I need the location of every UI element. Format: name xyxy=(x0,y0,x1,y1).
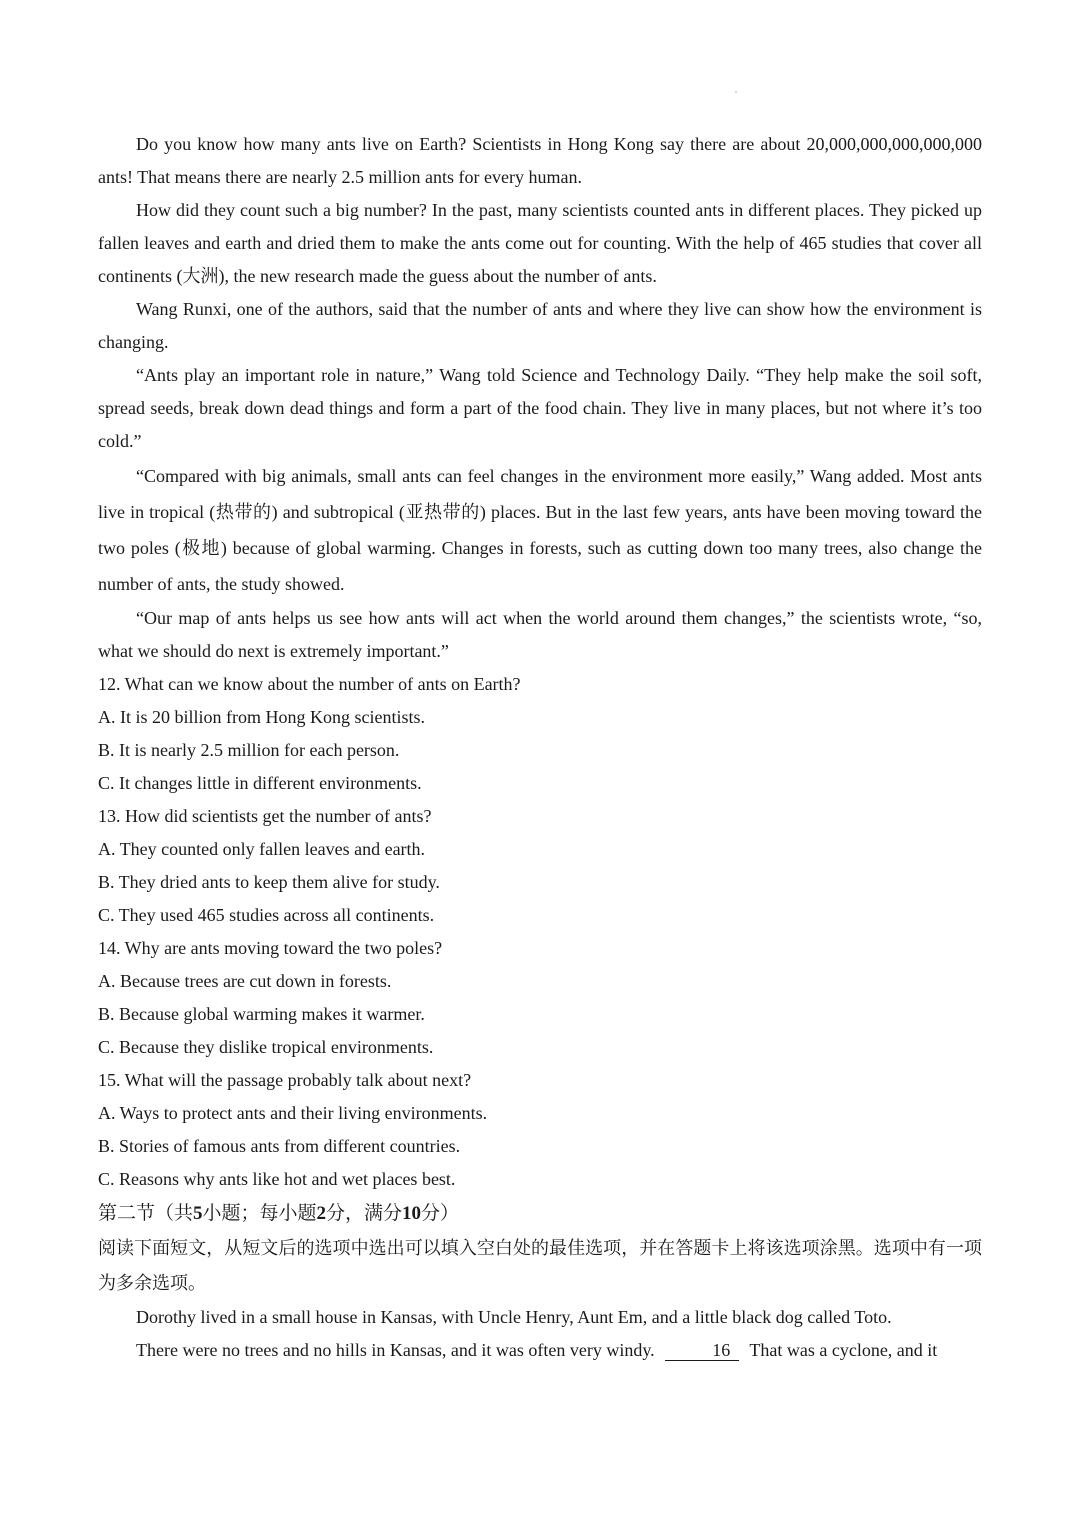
title-text: 分） xyxy=(421,1203,460,1224)
option-a: A. They counted only fallen leaves and earth. xyxy=(98,839,426,859)
cloze-line-1: Dorothy lived in a small house in Kansas, with Uncle Henry, Aunt Em, and a little black dog called Toto. xyxy=(136,1307,892,1327)
question-stem: 13. How did scientists get the number of ants? xyxy=(98,806,432,826)
option-c: C. They used 465 studies across all continents. xyxy=(98,905,435,925)
option-c: C. It changes little in different environments. xyxy=(98,773,422,793)
question-13 xyxy=(98,800,982,932)
question-list xyxy=(98,668,982,1196)
question-stem: 15. What will the passage probably talk about next? xyxy=(98,1070,472,1090)
passage-paragraph-4: “Ants play an important role in nature,” Wang told Science and Technology Daily. “They help make the soil soft, spread seeds, break down dead things and form a part of the food chain. They live in many places, but not where it’s too cold.” xyxy=(98,365,982,451)
title-total-points: 10 xyxy=(402,1203,422,1224)
title-text: 分，满分 xyxy=(326,1203,403,1224)
cloze-line-2 xyxy=(98,1334,982,1367)
option-c: C. Because they dislike tropical environments. xyxy=(98,1037,434,1057)
option-a: A. It is 20 billion from Hong Kong scientists. xyxy=(98,707,425,727)
section-instruction: 阅读下面短文，从短文后的选项中选出可以填入空白处的最佳选项，并在答题卡上将该选项涂黑。选项中有一项为多余选项。 xyxy=(98,1238,982,1293)
question-12 xyxy=(98,668,982,800)
option-b: B. Because global warming makes it warmer. xyxy=(98,1004,425,1024)
question-15 xyxy=(98,1064,982,1196)
title-text: 第二节（共 xyxy=(98,1203,194,1224)
answer-blank-16: 16 xyxy=(665,1340,739,1361)
option-c: C. Reasons why ants like hot and wet places best. xyxy=(98,1169,456,1189)
option-b: B. Stories of famous ants from different countries. xyxy=(98,1136,461,1156)
option-b: B. They dried ants to keep them alive for study. xyxy=(98,872,440,892)
content-column xyxy=(98,128,982,1367)
option-a: A. Because trees are cut down in forests. xyxy=(98,971,392,991)
cloze-text: That was a cyclone, and it xyxy=(749,1340,938,1360)
option-b: B. It is nearly 2.5 million for each person. xyxy=(98,740,400,760)
section-title xyxy=(98,1196,982,1231)
cloze-text: There were no trees and no hills in Kansas, and it was often very windy. xyxy=(136,1340,655,1360)
question-stem: 12. What can we know about the number of ants on Earth? xyxy=(98,674,521,694)
passage-paragraph-2: How did they count such a big number? In the past, many scientists counted ants in different places. They picked up fallen leaves and earth and dried them to make the ants come out for counting. With the help of 465 studies that cover all continents (大洲), the new research made the guess about the number of ants. xyxy=(98,200,982,286)
reading-passage xyxy=(98,128,982,668)
passage-paragraph-6: “Our map of ants helps us see how ants will act when the world around them changes,” the scientists wrote, “so, what we should do next is extremely important.” xyxy=(98,608,982,661)
title-text: 小题；每小题 xyxy=(202,1203,317,1224)
question-stem: 14. Why are ants moving toward the two poles? xyxy=(98,938,443,958)
passage-paragraph-1: Do you know how many ants live on Earth? Scientists in Hong Kong say there are about 20,000,000,000,000,000 ants! That means there are nearly 2.5 million ants for every human. xyxy=(98,134,982,187)
passage-paragraph-3: Wang Runxi, one of the authors, said that the number of ants and where they live can show how the environment is changing. xyxy=(98,299,982,352)
option-a: A. Ways to protect ants and their living environments. xyxy=(98,1103,488,1123)
scan-speck xyxy=(735,91,737,93)
passage-paragraph-5: “Compared with big animals, small ants can feel changes in the environment more easily,” Wang added. Most ants live in tropical (热带的) and subtropical (亚热带的) places. But in the last few years, ants have been moving toward the two poles (极地) because of global warming. Changes in forests, such as cutting down too many trees, also change the number of ants, the study showed. xyxy=(98,466,982,594)
title-points-each: 2 xyxy=(316,1203,327,1224)
section-two xyxy=(98,1196,982,1367)
question-14 xyxy=(98,932,982,1064)
title-count: 5 xyxy=(193,1203,203,1224)
